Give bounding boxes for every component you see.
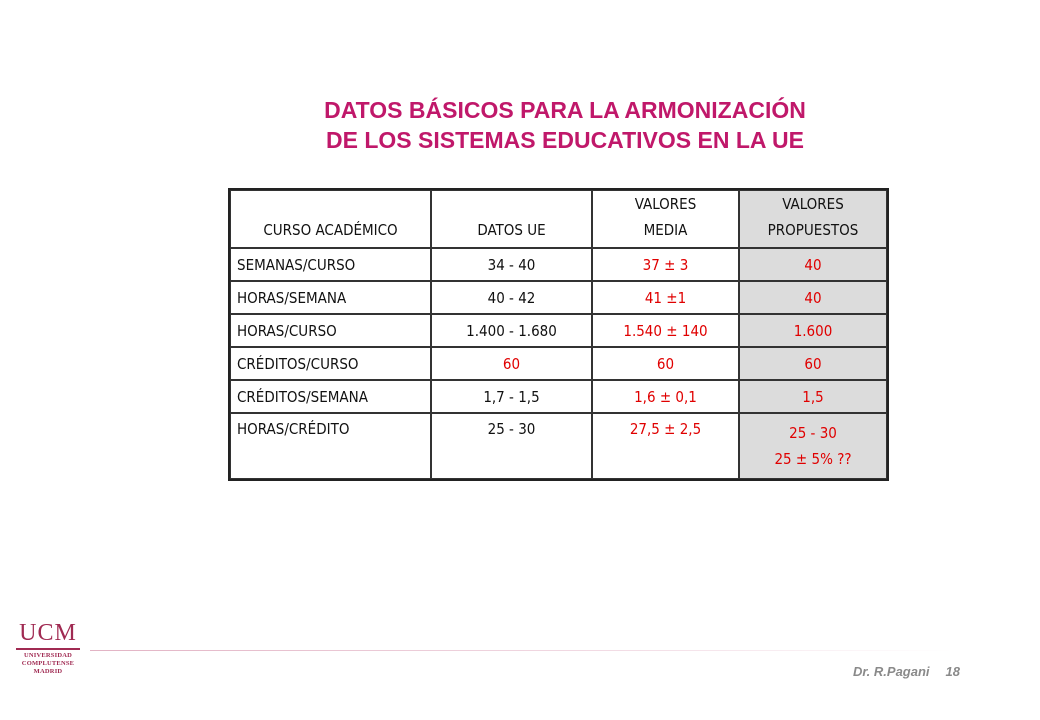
logo-divider [16,648,80,650]
table-row [230,380,887,413]
row-datos-ue: 34 - 40 [431,248,592,281]
header-curso-academico: CURSO ACADÉMICO [230,190,431,248]
slide-footer [832,664,960,679]
row-label: CRÉDITOS/SEMANA [230,380,431,413]
logo-mark: UCM [19,620,77,646]
propuestos-line1: 25 - 30 [789,424,837,442]
row-label: HORAS/CURSO [230,314,431,347]
row-valores-propuestos: 40 [739,248,887,281]
row-valores-propuestos: 1.600 [739,314,887,347]
table-row [230,281,887,314]
footer-author: Dr. R.Pagani [852,664,930,679]
row-datos-ue: 40 - 42 [431,281,592,314]
header-valores-propuestos-line1: VALORES [782,195,844,213]
table-row [230,314,887,347]
row-label: SEMANAS/CURSO [230,248,431,281]
row-label: CRÉDITOS/CURSO [230,347,431,380]
row-datos-ue: 60 [431,347,592,380]
page-number: 18 [945,664,960,679]
slide-title [240,95,890,155]
header-valores-propuestos [739,190,887,248]
row-valores-propuestos: 40 [739,281,887,314]
row-valores-media: 1,6 ± 0,1 [592,380,739,413]
table-row [230,347,887,380]
logo-line-3: MADRID [33,668,63,675]
row-label: HORAS/CRÉDITO [230,413,431,479]
logo-line-2: COMPLUTENSE [21,660,75,667]
ucm-logo [16,620,80,676]
row-valores-media: 37 ± 3 [592,248,739,281]
row-valores-media: 1.540 ± 140 [592,314,739,347]
table-row [230,248,887,281]
header-valores-media-line1: VALORES [634,195,697,213]
propuestos-line2: 25 ± 5% ?? [774,450,852,468]
row-valores-media: 60 [592,347,739,380]
header-valores-media-line2: MEDIA [643,221,688,239]
logo-line-1: UNIVERSIDAD [23,652,73,659]
table-header-row [230,190,887,248]
title-line-1: DATOS BÁSICOS PARA LA ARMONIZACIÓN [324,97,806,123]
row-valores-propuestos: 1,5 [739,380,887,413]
row-valores-propuestos: 60 [739,347,887,380]
title-line-2: DE LOS SISTEMAS EDUCATIVOS EN LA UE [326,127,804,153]
row-valores-propuestos [739,413,887,479]
row-label: HORAS/SEMANA [230,281,431,314]
data-table [228,188,889,481]
table-row [230,413,887,479]
row-datos-ue: 1,7 - 1,5 [431,380,592,413]
row-valores-media: 27,5 ± 2,5 [592,413,739,479]
row-valores-media: 41 ±1 [592,281,739,314]
header-datos-ue: DATOS UE [431,190,592,248]
row-datos-ue: 1.400 - 1.680 [431,314,592,347]
header-valores-media [592,190,739,248]
header-valores-propuestos-line2: PROPUESTOS [767,221,859,239]
footer-divider [90,650,952,651]
row-datos-ue: 25 - 30 [431,413,592,479]
